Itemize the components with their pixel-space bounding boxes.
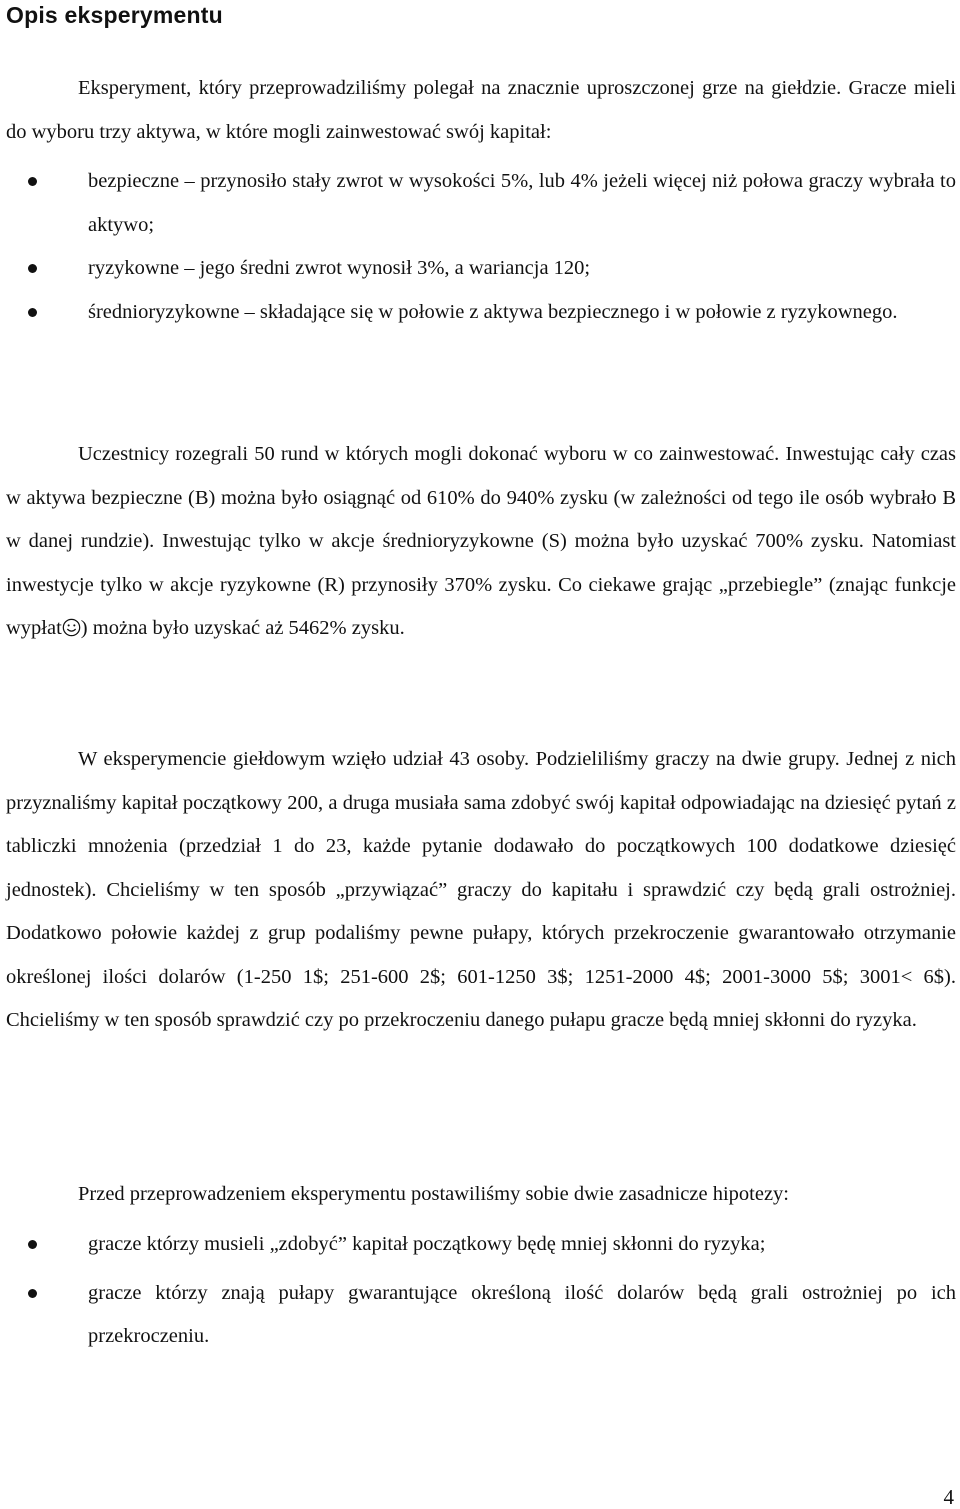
bullet-icon	[28, 264, 37, 273]
intro-text: Eksperyment, który przeprowadziliśmy polegał na znacznie uproszczonej grze na giełdzie. Gracze mieli do wyboru trzy aktywa, w które mogli zainwestować swój kapitał:	[6, 77, 956, 143]
participants-text: W eksperymencie giełdowym wzięło udział 43 osoby. Podzieliliśmy graczy na dwie grupy. Jednej z nich przyznaliśmy kapitał początkowy 200, a druga musiała sama zdobyć swój kapitał odpowiadając na dziesięć pytań z tabliczki mnożenia (przedział 1 do 23, każde pytanie dodawało do początkowych 100 dodatkowe dziesięć jednostek). Chcieliśmy w ten sposób „przywiązać” graczy do kapitału i sprawdzić czy będą grali ostrożniej. Dodatkowo połowie każdej z grup podaliśmy pewne pułapy, których przekroczenie gwarantowało otrzymanie określonej ilości dolarów (1-250 1$; 251-600 2$; 601-1250 3$; 1251-2000 4$; 2001-3000 5$; 3001< 6$). Chcieliśmy w ten sposób sprawdzić czy po przekroczeniu danego pułapu gracze będą mniej skłonni do ryzyka.	[6, 748, 956, 1031]
list-item-hypothesis	[6, 1223, 956, 1267]
list-item-text: ryzykowne – jego średni zwrot wynosił 3%, a wariancja 120;	[88, 257, 591, 279]
list-item-hypothesis	[6, 1272, 956, 1359]
hypotheses-intro-paragraph	[6, 1173, 956, 1217]
list-item-text: bezpieczne – przynosiło stały zwrot w wysokości 5%, lub 4% jeżeli więcej niż połowa graczy wybrała to aktywo;	[88, 170, 956, 236]
list-item-text: gracze którzy musieli „zdobyć” kapitał początkowy będę mniej skłonni do ryzyka;	[88, 1233, 766, 1255]
section-heading: Opis eksperymentu	[6, 2, 223, 28]
intro-paragraph	[6, 67, 956, 154]
list-item-text: średnioryzykowne – składające się w połowie z aktywa bezpiecznego i w połowie z ryzykownego.	[88, 300, 898, 323]
page-number: 4	[943, 1485, 954, 1509]
smiley-face-icon	[62, 618, 81, 637]
assets-list	[6, 160, 956, 334]
participants-paragraph	[6, 738, 956, 1043]
rounds-text-end: ) można było uzyskać aż 5462% zysku.	[80, 617, 405, 639]
bullet-icon	[28, 1289, 37, 1298]
hypotheses-intro-text: Przed przeprowadzeniem eksperymentu postawiliśmy sobie dwie zasadnicze hipotezy:	[78, 1183, 789, 1205]
list-item-text: gracze którzy znają pułapy gwarantujące określoną ilość dolarów będą grali ostrożniej po ich przekroczeniu.	[88, 1281, 956, 1347]
bullet-icon	[28, 308, 37, 317]
hypotheses-list	[6, 1223, 956, 1359]
rounds-paragraph	[6, 433, 956, 651]
rounds-text: Uczestnicy rozegrali 50 rund w których mogli dokonać wyboru w co zainwestować. Inwestując cały czas w aktywa bezpieczne (B) można było osiągnąć od 610% do 940% zysku (w zależności od tego ile osób wybrało B w danej rundzie). Inwestując tylko w akcje średnioryzykowne (S) można było uzyskać 700% zysku. Natomiast inwestycje tylko w akcje ryzykowne (R) przynosiły 370% zysku. Co ciekawe grając „przebiegle” (znając funkcje wypłat	[6, 443, 956, 639]
list-item-asset-safe	[6, 160, 956, 247]
list-item-asset-medium	[6, 291, 956, 335]
bullet-icon	[28, 1240, 37, 1249]
list-item-asset-risky	[6, 247, 956, 291]
bullet-icon	[28, 177, 37, 186]
